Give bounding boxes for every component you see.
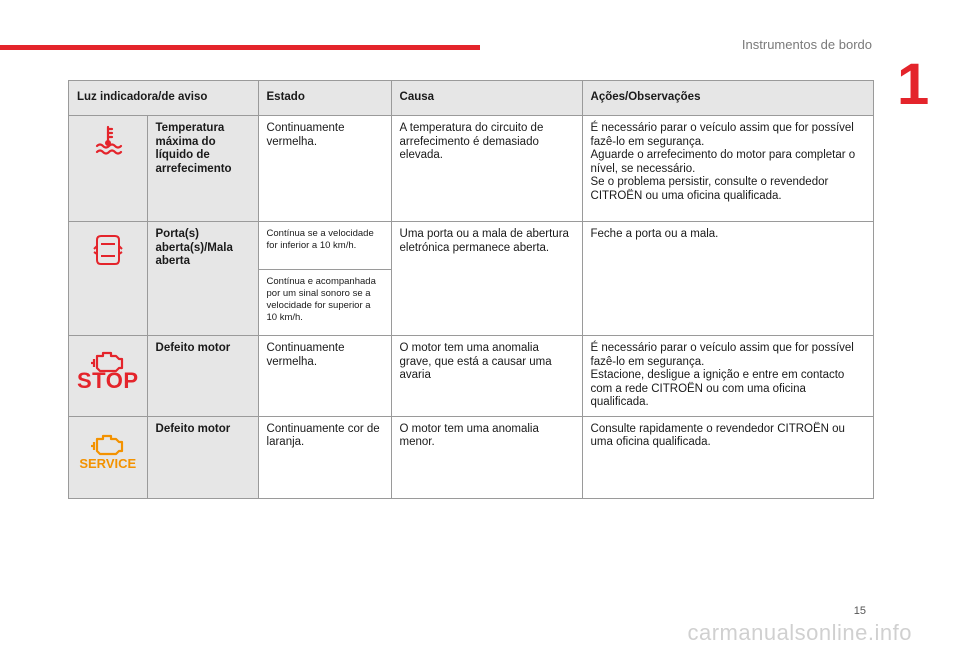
column-header-indicator: Luz indicadora/de aviso bbox=[69, 81, 259, 116]
table-header-row bbox=[69, 81, 874, 116]
coolant-temperature-icon bbox=[93, 124, 123, 156]
state-text: Continuamente vermelha. bbox=[258, 336, 391, 417]
table-row bbox=[69, 416, 874, 498]
indicator-name: Defeito motor bbox=[147, 416, 258, 498]
state-text-low-speed: Contínua se a velocidade for inferior a 10 km/h. bbox=[258, 222, 391, 270]
state-text: Continuamente vermelha. bbox=[258, 116, 391, 222]
page-number: 15 bbox=[853, 605, 866, 617]
indicator-name: Porta(s) aberta(s)/Mala aberta bbox=[147, 222, 258, 336]
action-text: Feche a porta ou a mala. bbox=[582, 222, 873, 336]
engine-service-icon bbox=[89, 431, 127, 457]
column-header-cause: Causa bbox=[391, 81, 582, 116]
indicator-name: Temperatura máxima do líquido de arrefecimento bbox=[147, 116, 258, 222]
column-header-state: Estado bbox=[258, 81, 391, 116]
watermark: carmanualsonline.info bbox=[687, 620, 912, 645]
service-label: SERVICE bbox=[79, 455, 137, 471]
chapter-number: 1 bbox=[897, 52, 930, 117]
icon-cell bbox=[69, 222, 148, 336]
table-row bbox=[69, 222, 874, 270]
icon-cell bbox=[69, 336, 148, 417]
action-text: Consulte rapidamente o revendedor CITROËN ou uma oficina qualificada. bbox=[582, 416, 873, 498]
table-row bbox=[69, 336, 874, 417]
table-row bbox=[69, 116, 874, 222]
warning-lights-table bbox=[68, 80, 874, 499]
stop-label: STOP bbox=[77, 368, 139, 393]
section-title: Instrumentos de bordo bbox=[741, 37, 872, 52]
state-text-high-speed: Contínua e acompanhada por um sinal sonoro se a velocidade for superior a 10 km/h. bbox=[258, 270, 391, 336]
cause-text: A temperatura do circuito de arrefecimento é demasiado elevada. bbox=[391, 116, 582, 222]
icon-cell bbox=[69, 116, 148, 222]
door-open-icon bbox=[93, 232, 123, 268]
cause-text: O motor tem uma anomalia menor. bbox=[391, 416, 582, 498]
state-text: Continuamente cor de laranja. bbox=[258, 416, 391, 498]
indicator-name: Defeito motor bbox=[147, 336, 258, 417]
action-text: É necessário parar o veículo assim que for possível fazê-lo em segurança. Estacione, desligue a ignição e entre em contacto com a rede CITROËN ou com uma oficina qualificada. bbox=[582, 336, 873, 417]
icon-cell bbox=[69, 416, 148, 498]
action-text: É necessário parar o veículo assim que for possível fazê-lo em segurança. Aguarde o arrefecimento do motor para completar o nível, se necessário. Se o problema persistir, consulte o revendedor CITROËN ou uma oficina qualificada. bbox=[582, 116, 873, 222]
cause-text: Uma porta ou a mala de abertura eletrónica permanece aberta. bbox=[391, 222, 582, 336]
cause-text: O motor tem uma anomalia grave, que está a causar uma avaria bbox=[391, 336, 582, 417]
column-header-actions: Ações/Observações bbox=[582, 81, 873, 116]
header-accent-bar bbox=[0, 45, 480, 50]
